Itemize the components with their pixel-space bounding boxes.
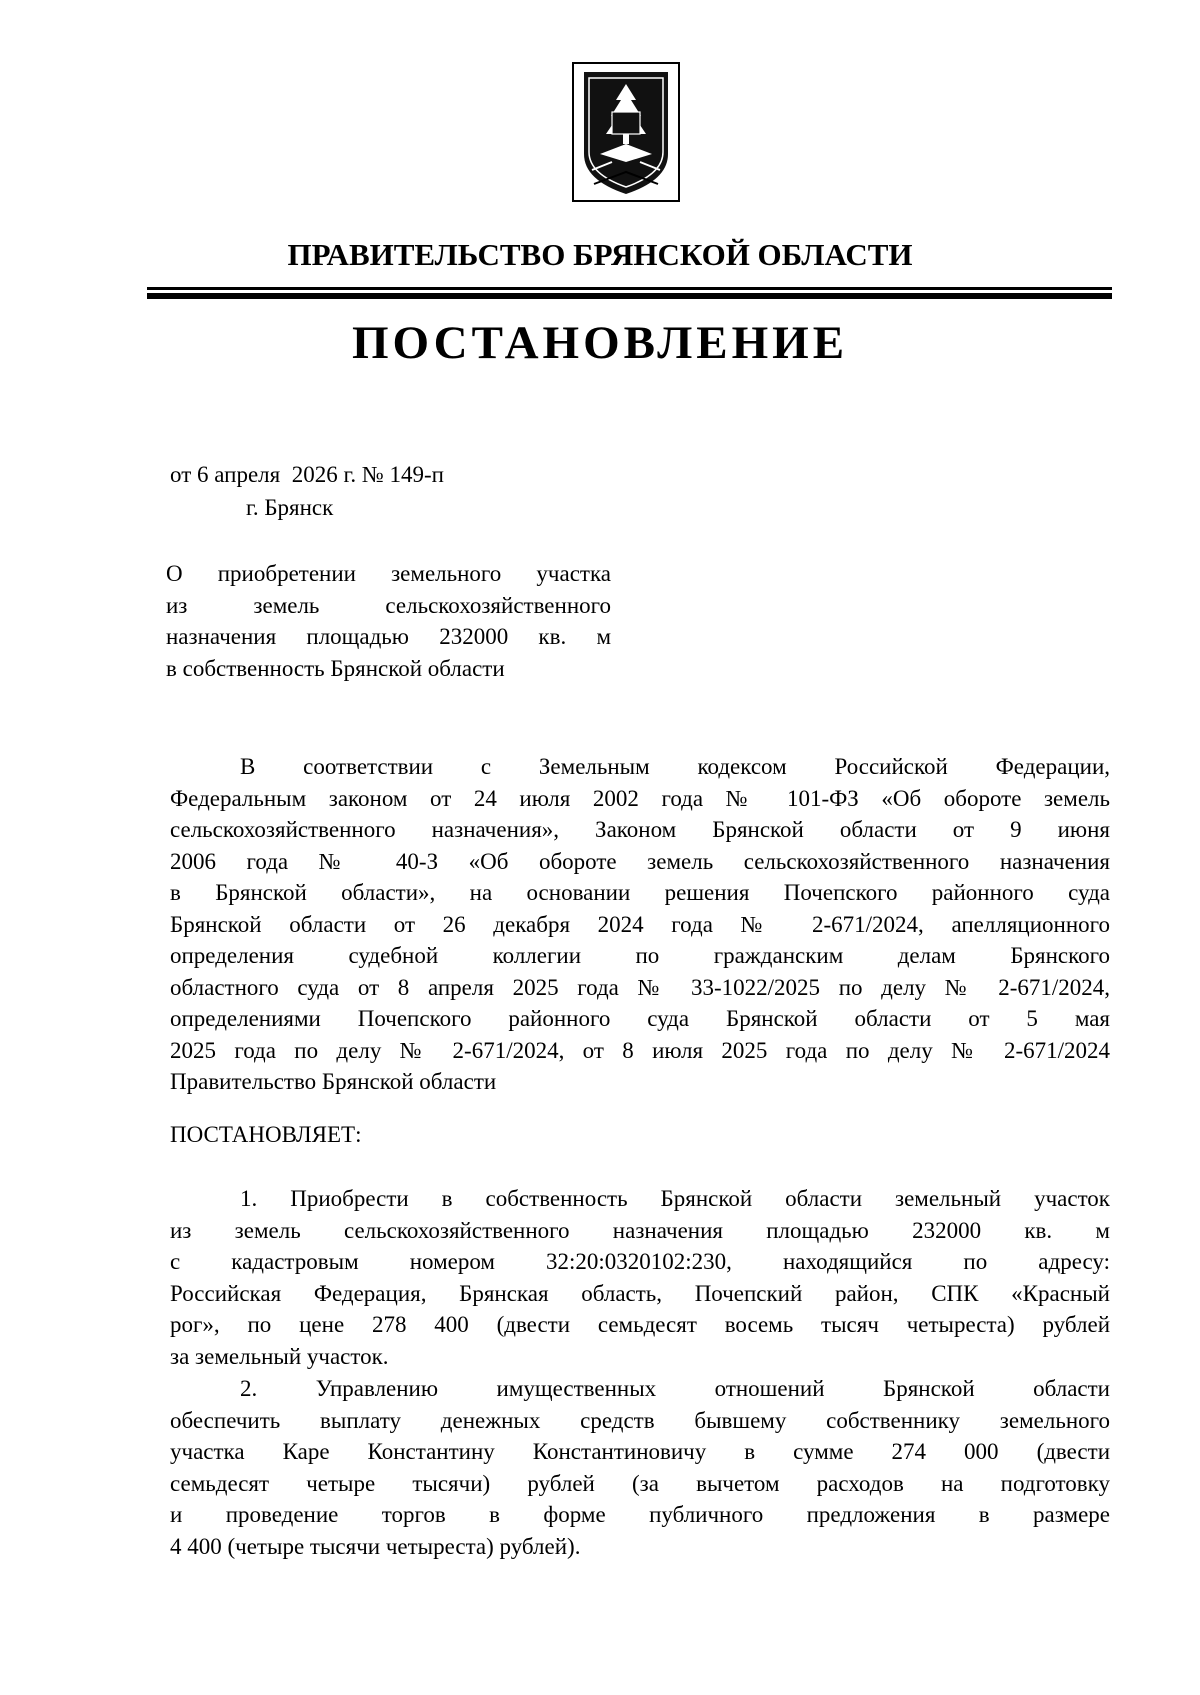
header-rule-thick [147,293,1112,299]
header-rule-thin [147,287,1112,290]
resolution-word: ПОСТАНОВЛЯЕТ: [170,1122,362,1147]
item-line: участка Каре Константину Константиновичу в сумме 274 000 (двести [170,1439,1110,1464]
preamble-line: областного суда от 8 апреля 2025 года № 33-1022/2025 по делу № 2-671/2024, [170,974,1110,1000]
preamble-line: Правительство Брянской области [170,1069,497,1094]
item-line: с кадастровым номером 32:20:0320102:230, находящийся по адресу: [170,1249,1110,1274]
government-title: ПРАВИТЕЛЬСТВО БРЯНСКОЙ ОБЛАСТИ [287,237,913,272]
preamble-line: 2006 года № 40-З «Об обороте земель сельскохозяйственного назначения [170,848,1110,874]
subject-line: О приобретении земельного участка [166,561,611,586]
item-2-paragraph [170,1373,1110,1562]
item-line: 4 400 (четыре тысячи четыреста) рублей). [170,1533,581,1559]
item-line: рог», по цене 278 400 (двести семьдесят восемь тысяч четыреста) рублей [170,1312,1110,1337]
item-line: семьдесят четыре тысячи) рублей (за вычетом расходов на подготовку [170,1470,1110,1496]
preamble-line: сельскохозяйственного назначения», Законом Брянской области от 9 июня [170,817,1110,842]
preamble-line: 2025 года по делу № 2-671/2024, от 8 июля 2025 года по делу № 2-671/2024 [170,1037,1110,1063]
item-line: 2. Управлению имущественных отношений Брянской области [240,1376,1110,1401]
preamble-paragraph [170,751,1110,1098]
subject-line: назначения площадью 232000 кв. м [166,624,611,649]
item-line: обеспечить выплату денежных средств бывшему собственнику земельного [170,1407,1110,1433]
subject-line: из земель сельскохозяйственного [166,592,611,618]
item-line: за земельный участок. [170,1343,389,1369]
item-line: Российская Федерация, Брянская область, Почепский район, СПК «Красный [170,1280,1110,1306]
preamble-line: в Брянской области», на основании решения Почепского районного суда [170,880,1110,905]
item-line: и проведение торгов в форме публичного предложения в размере [170,1502,1110,1527]
preamble-line: Брянской области от 26 декабря 2024 года № 2-671/2024, апелляционного [170,911,1110,937]
document-type-title: ПОСТАНОВЛЕНИЕ [351,317,849,369]
preamble-line: В соответствии с Земельным кодексом Российской Федерации, [240,754,1110,779]
item-line: 1. Приобрести в собственность Брянской области земельный участок [240,1186,1110,1211]
preamble-line: определения судебной коллегии по гражданским делам Брянского [170,943,1110,968]
coat-of-arms-emblem [572,62,680,202]
item-1-paragraph [170,1183,1110,1372]
document-subject [166,558,611,684]
coat-of-arms-icon [572,62,680,202]
subject-line: в собственность Брянской области [166,655,505,681]
preamble-line: определениями Почепского районного суда Брянской области от 5 мая [170,1006,1110,1031]
item-line: из земель сельскохозяйственного назначения площадью 232000 кв. м [170,1217,1110,1243]
preamble-line: Федеральным законом от 24 июля 2002 года № 101-ФЗ «Об обороте земель [170,785,1110,811]
issue-city: г. Брянск [246,495,334,520]
date-and-number: от 6 апреля 2026 г. № 149-п [170,462,444,487]
